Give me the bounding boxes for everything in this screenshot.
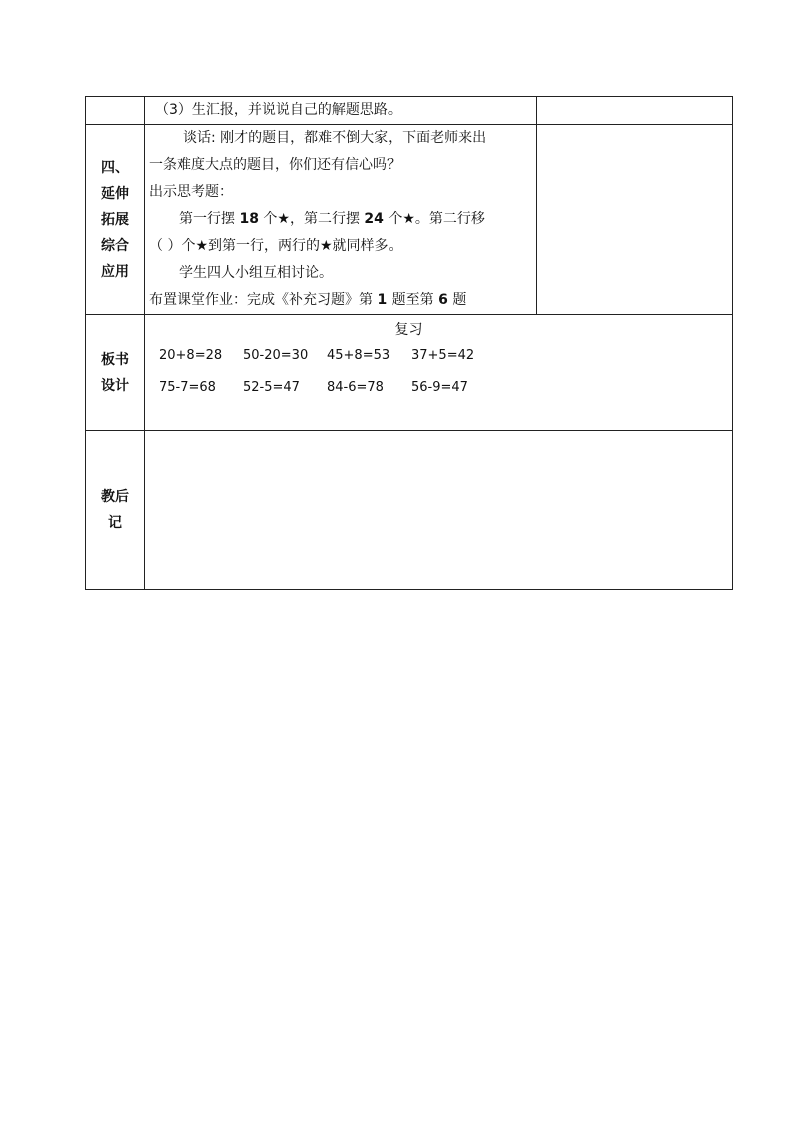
homework-line: 布置课堂作业：完成《补充习题》第 1 题至第 6 题: [149, 292, 467, 308]
equation-row: 75-7=68 52-5=47 84-6=78 56-9=47: [159, 380, 468, 395]
table-row: [86, 97, 733, 125]
empty-label-cell: [86, 97, 145, 125]
board-title: 复习: [394, 322, 423, 338]
report-text: （3）生汇报，并说说自己的解题思路。: [155, 102, 402, 118]
section-label-board: 板书 设计: [86, 315, 145, 431]
equation-row: 20+8=28 50-20=30 45+8=53 37+5=42: [159, 348, 475, 363]
table-row: [86, 431, 733, 590]
problem-line: 第一行摆 18 个★，第二行摆 24 个★。第二行移: [179, 211, 485, 227]
section-label-reflection: 教后 记: [86, 431, 145, 590]
reflection-content: [145, 431, 733, 590]
talk-line-2: 一条难度大点的题目，你们还有信心吗？: [149, 157, 401, 173]
section-label-extension: 四、 延伸 拓展 综合 应用: [86, 125, 145, 315]
discussion-line: 学生四人小组互相讨论。: [179, 265, 333, 281]
lesson-plan-table: [85, 96, 733, 590]
table-row: [86, 315, 733, 431]
problem-heading: 出示思考题：: [149, 184, 233, 200]
board-design-content: [145, 315, 733, 431]
report-cell: [145, 97, 537, 125]
problem-line-2: （ ）个★到第一行，两行的★就同样多。: [149, 238, 403, 254]
empty-note-cell: [537, 125, 733, 315]
empty-note-cell: [537, 97, 733, 125]
extension-content: [145, 125, 537, 315]
table-row: [86, 125, 733, 315]
talk-line: 谈话: 刚才的题目，都难不倒大家，下面老师来出: [183, 130, 487, 146]
